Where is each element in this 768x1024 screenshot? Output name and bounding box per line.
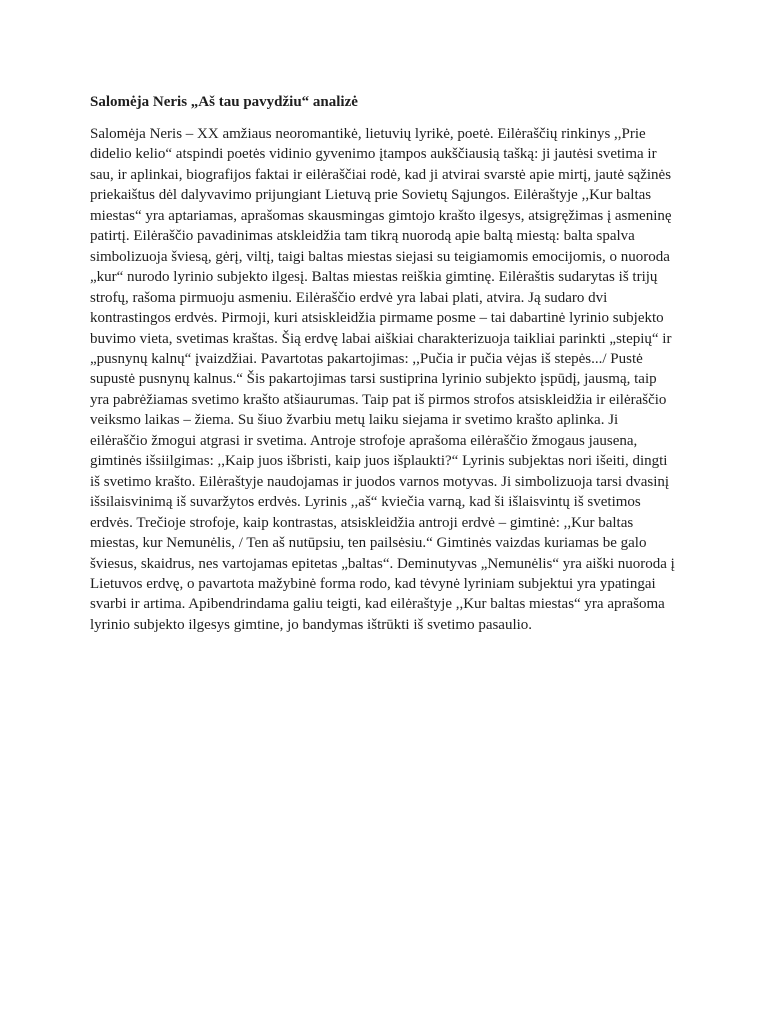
body-line: iš svetimo krašto. Eilėraštyje naudojamas ir juodos varnos motyvas. Ji simbolizuoja tarsi dvasinį: [90, 473, 670, 490]
body-line: yra pabrėžiamas svetimo krašto atšiaurumas. Taip pat iš pirmos strofos atsiskleidžia ir eilėraščio: [90, 391, 667, 408]
body-line: Salomėja Neris – XX amžiaus neoromantikė, lietuvių lyrikė, poetė. Eilėraščių rinkinys ,,Prie: [90, 126, 646, 142]
body-line: buvimo vieta, svetimas kraštas. Šią erdvę labai aiškiai charakterizuoja taikliai parinkti „stepių“ ir: [90, 330, 672, 347]
body-line: eilėraščio žmogui atgrasi ir svetima. Antroje strofoje aprašoma eilėraščio žmogaus jausena,: [90, 432, 638, 449]
body-line: lyrinio subjekto ilgesys gimtine, jo bandymas ištrūkti iš svetimo pasaulio.: [90, 616, 533, 633]
body-line: sau, ir aplinkai, biografijos faktai ir eilėraščiai rodė, kad ji atvirai svarstė apie mirtį, jautė sąžinės: [90, 166, 672, 183]
body-line: patirtį. Eilėraščio pavadinimas atskleidžia tam tikrą nuorodą apie baltą miestą: balta spalva: [90, 228, 635, 245]
body-line: gimtinės išsiilgimas: ,,Kaip juos išbristi, kaip juos išplaukti?“ Lyrinis subjektas nori išeiti, dingti: [90, 453, 668, 470]
body-line: svarbi ir artima. Apibendrindama galiu teigti, kad eilėraštyje ,,Kur baltas miestas“ yra aprašoma: [90, 596, 665, 613]
body-line: kontrastingos erdvės. Pirmoji, kuri atsiskleidžia pirmame posme – tai dabartinė lyrinio subjekto: [90, 310, 664, 327]
body-line: didelio kelio“ atspindi poetės vidinio gyvenimo įtampos aukščiausią tašką: ji jautėsi svetima ir: [90, 146, 657, 163]
body-line: erdvės. Trečioje strofoje, kaip kontrastas, atsiskleidžia antroji erdvė – gimtinė: ,,Kur baltas: [90, 514, 634, 531]
body-line: veiksmo laikas – žiema. Su šiuo žvarbiu metų laiku siejama ir svetimo krašto aplinka. Ji: [90, 412, 619, 429]
body-line: šviesus, skaidrus, nes vartojamas epitetas „baltas“. Deminutyvas „Nemunėlis“ yra aiški nuoroda į: [90, 555, 675, 572]
body-line: priekaištus dėl dalyvavimo prijungiant Lietuvą prie Sovietų Sąjungos. Eilėraštyje ,,Kur baltas: [90, 187, 652, 204]
body-line: Lietuvos erdvę, o pavartota mažybinė forma rodo, kad tėvynė lyriniam subjektui yra ypatingai: [90, 575, 656, 592]
body-line: miestas“ yra aptariamas, aprašomas skausmingas gimtojo krašto ilgesys, atsigręžimas į asmeninę: [90, 207, 672, 224]
document-body: [90, 124, 680, 635]
document-title: Salomėja Neris „Aš tau pavydžiu“ analizė: [90, 94, 358, 110]
body-line: strofų, rašoma pirmuoju asmeniu. Eilėraščio erdvė yra labai plati, atvira. Ją sudaro dvi: [90, 289, 608, 306]
body-line: išsilaisvinimą iš suvaržytos erdvės. Lyrinis ,,aš“ kviečia varną, kad ši išlaisvintų iš svetimos: [90, 494, 641, 511]
body-line: supustė pusnynų kalnus.“ Šis pakartojimas tarsi sustiprina lyrinio subjekto įspūdį, jausmą, taip: [90, 371, 657, 388]
body-line: „kur“ nurodo lyrinio subjekto ilgesį. Baltas miestas reiškia gimtinę. Eilėraštis sudarytas iš trijų: [90, 269, 658, 286]
document-page: [90, 92, 680, 635]
body-line: simbolizuoja šviesą, gėrį, viltį, taigi baltas miestas siejasi su teigiamomis emocijomis, o nuoroda: [90, 248, 670, 265]
body-line: miestas, kur Nemunėlis, / Ten aš nutūpsiu, ten pailsėsiu.“ Gimtinės vaizdas kuriamas be galo: [90, 535, 647, 552]
body-line: „pusnynų kalnų“ įvaizdžiai. Pavartotas pakartojimas: ,,Pučia ir pučia vėjas iš stepės.../ Pustė: [90, 350, 643, 367]
